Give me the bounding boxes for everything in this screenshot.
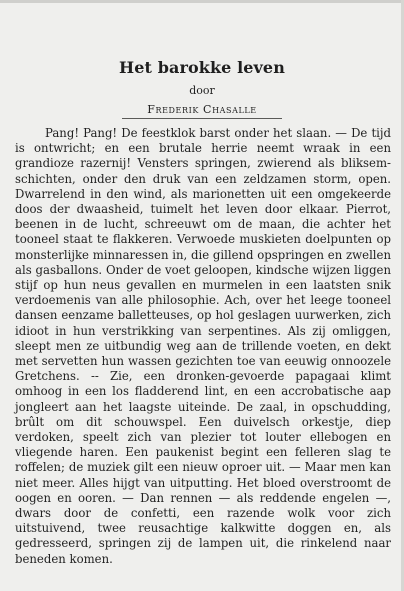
article-byline: door <box>189 84 215 97</box>
title-divider <box>122 118 282 119</box>
article-body: Pang! Pang! De feestklok barst onder het slaan. — De tijd is ontwricht; en een brutale herrie neemt wraak in een grandioze razernij! Vensters springen, zwierend als bliksemschichten, onder den druk van een zeldzamen storm, open. Dwarrelend in den wind, als marionetten uit een omgekeerde doos der dwaasheid, tuimelt het leven door elkaar. Pierrot, beenen in de lucht, schreeuwt om de maan, die achter het tooneel staat te flakkeren. Verwoede muskieten doelpunten op monsterlijke minnaressen in, die gillend opspringen en zwellen als gasballons. Onder de voet geloopen, kindsche wijzen liggen stijf op hun neus gevallen en murmelen in een laatsten snik verdoemenis van alle philosophie. Ach, over het leege tooneel dansen eenzame balletteuses, op hol geslagen uurwerken, zich idioot in hun verstrikking van serpentines. Als zij omliggen, sleept men ze uitbundig weg aan de trillende voeten, en dekt met servetten hun wassen gezichten toe van eeuwig onnoozele Gretchens. -- Zie, een dronken-gevoerde papagaai klimt omhoog in een los fladderend lint, en een accrobatische aap jongleert aan het laagste uiteinde. De zaal, in opschudding, brûlt om dit schouwspel. Een duivelsch orkestje, diep verdoken, speelt zich van plezier tot louter ellebogen en vliegende haren. Een paukenist begint een felleren slag te roffelen; de muziek gilt een nieuw oproer uit. — Maar men kan niet meer. Alles hijgt van uitputting. Het bloed overstroomt de oogen en ooren. — Dan rennen — als reddende engelen —, dwars door de confetti, een razende wolk voor zich uitstuivend, twee reusachtige kalkwitte doggen en, als gedresseerd, springen zij de lampen uit, die rinkelend naar beneden komen. <box>15 126 391 566</box>
page-edge-top <box>0 0 404 3</box>
article-author: Frederik Chasalle <box>147 103 257 116</box>
article-title: Het barokke leven <box>119 58 285 77</box>
